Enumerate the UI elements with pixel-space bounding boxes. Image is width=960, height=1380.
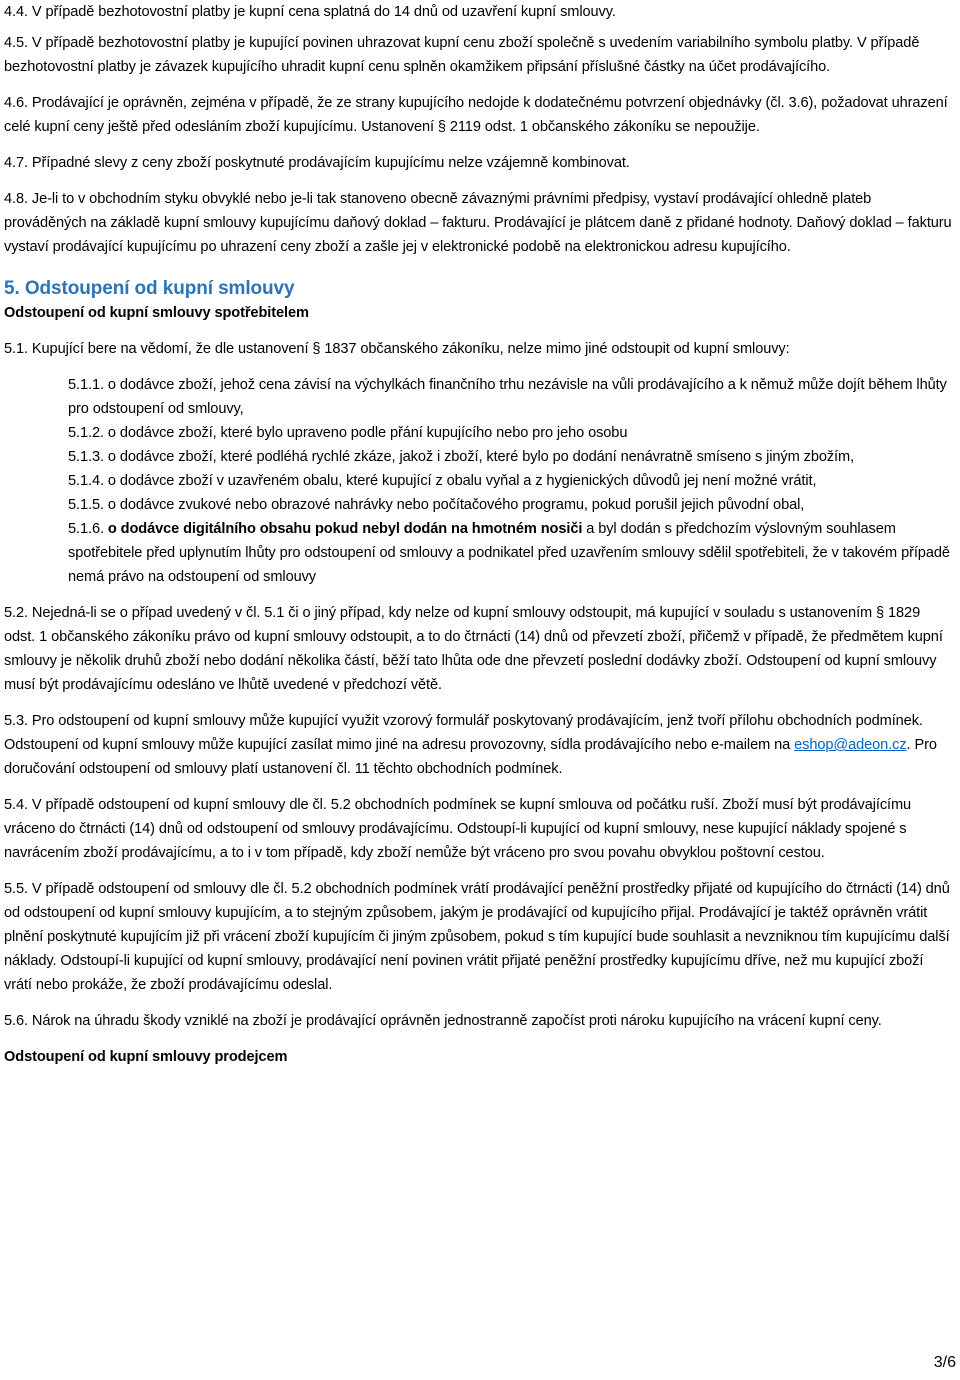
paragraph-5-2: 5.2. Nejedná-li se o případ uvedený v čl. 5.1 či o jiný případ, kdy nelze od kupní smlouvy odstoupit, má kupující v souladu s ustanovením § 1829 odst. 1 občanského zákoníku právo od kupní smlouvy odstoupit, a to do čtrnácti (14) dnů od převzetí zboží, přičemž v případě, že předmětem kupní smlouvy je několik druhů zboží nebo dodání několika částí, běží tato lhůta ode dne převzetí poslední dodávky zboží. Odstoupení od kupní smlouvy musí být prodávajícímu odesláno ve lhůtě uvedené v předchozí větě. [4,605,943,693]
paragraph-4-8: 4.8. Je-li to v obchodním styku obvyklé nebo je-li tak stanoveno obecně závaznými právními předpisy, vystaví prodávající ohledně plateb prováděných na základě kupní smlouvy kupujícímu daňový doklad – fakturu. Prodávající je plátcem daně z přidané hodnoty. Daňový doklad – fakturu vystaví prodávající kupujícímu po uhrazení ceny zboží a zašle jej v elektronické podobě na elektronickou adresu kupujícího. [4,191,952,255]
paragraph-4-5: 4.5. V případě bezhotovostní platby je kupující povinen uhrazovat kupní cenu zboží společně s uvedením variabilního symbolu platby. V případě bezhotovostní platby je závazek kupujícího uhradit kupní cenu splněn okamžikem připsání příslušné částky na účet prodávajícího. [4,35,920,75]
paragraph-4-4: 4.4. V případě bezhotovostní platby je kupní cena splatná do 14 dnů od uzavření kupní smlouvy. [4,4,616,20]
paragraph-5-4: 5.4. V případě odstoupení od kupní smlouvy dle čl. 5.2 obchodních podmínek se kupní smlouva od počátku ruší. Zboží musí být prodávajícímu vráceno do čtrnácti (14) dnů od odstoupení od smlouvy prodávajícímu. Odstoupí-li kupující od kupní smlouvy, nese kupující náklady spojené s navrácením zboží prodávajícímu, a to i v tom případě, kdy zboží nemůže být vráceno pro svou povahu obvyklou poštovní cestou. [4,797,912,861]
item-5-1-6 [68,517,954,589]
item-5-1-3: 5.1.3. o dodávce zboží, které podléhá rychlé zkáze, jakož i zboží, které bylo po dodání nenávratně smíseno s jiným zbožím, [68,449,855,465]
item-5-1-6-number: 5.1.6. [68,521,108,537]
paragraph-5-1: 5.1. Kupující bere na vědomí, že dle ustanovení § 1837 občanského zákoníku, nelze mimo jiné odstoupit od kupní smlouvy: [4,341,790,357]
paragraph-4-6: 4.6. Prodávající je oprávněn, zejména v případě, že ze strany kupujícího nedojde k dodatečnému potvrzení objednávky (čl. 3.6), požadovat uhrazení celé kupní ceny ještě před odesláním zboží kupujícímu. Ustanovení § 2119 odst. 1 občanského zákoníku se nepoužije. [4,95,948,135]
item-5-1-1: 5.1.1. o dodávce zboží, jehož cena závisí na výchylkách finančního trhu nezávisle na vůli prodávajícího a k němuž může dojít během lhůty pro odstoupení od smlouvy, [68,377,947,417]
seller-withdrawal-heading: Odstoupení od kupní smlouvy prodejcem [4,1049,288,1065]
consumer-withdrawal-heading: Odstoupení od kupní smlouvy spotřebitelem [4,305,309,321]
item-5-1-6-rest: a byl dodán s předchozím výslovným souhlasem spotřebitele před uplynutím lhůty pro odstoupení od smlouvy a podnikatel před uzavřením smlouvy sdělil spotřebiteli, že v takovém případě nemá právo na odstoupení od smlouvy [68,521,950,585]
item-5-1-4: 5.1.4. o dodávce zboží v uzavřeném obalu, které kupující z obalu vyňal a z hygienických důvodů jej není možné vrátit, [68,473,817,489]
paragraph-5-3-text-a: 5.3. Pro odstoupení od kupní smlouvy může kupující využit vzorový formulář poskytovaný prodávajícím, jenž tvoří přílohu obchodních podmínek. Odstoupení od kupní smlouvy může kupující zasílat mimo jiné na adresu provozovny, sídla prodávajícího nebo e-mailem na [4,713,923,753]
page-number: 3/6 [933,1354,956,1371]
item-5-1-5: 5.1.5. o dodávce zvukové nebo obrazové nahrávky nebo počítačového programu, pokud porušil jejich původní obal, [68,497,805,513]
paragraph-5-3 [4,709,954,781]
paragraph-4-7: 4.7. Případné slevy z ceny zboží poskytnuté prodávajícím kupujícímu nelze vzájemně kombinovat. [4,155,630,171]
section-5-heading: 5. Odstoupení od kupní smlouvy [4,278,295,299]
document-page [4,0,954,1069]
item-5-1-2: 5.1.2. o dodávce zboží, které bylo upraveno podle přání kupujícího nebo pro jeho osobu [68,425,628,441]
item-5-1-6-bold: o dodávce digitálního obsahu pokud nebyl dodán na hmotném nosiči [107,521,583,537]
email-link[interactable]: eshop@adeon.cz [794,737,907,753]
paragraph-5-3-text-b: . Pro doručování odstoupení od smlouvy platí ustanovení čl. 11 těchto obchodních podmínek. [4,737,937,777]
paragraph-5-5: 5.5. V případě odstoupení od smlouvy dle čl. 5.2 obchodních podmínek vrátí prodávající peněžní prostředky přijaté od kupujícího do čtrnácti (14) dnů od odstoupení od kupní smlouvy kupujícím, a to stejným způsobem, jakým je prodávající od kupujícího přijal. Prodávající je taktéž oprávněn vrátit plnění poskytnuté kupujícím již při vrácení zboží kupujícím či jiným způsobem, pokud s tím kupující bude souhlasit a nevzniknou tím kupujícímu další náklady. Odstoupí-li kupující od kupní smlouvy, prodávající není povinen vrátit přijaté peněžní prostředky kupujícímu dříve, než mu kupující zboží vrátí nebo prokáže, že zboží prodávajícímu odeslal. [4,881,950,993]
paragraph-5-6: 5.6. Nárok na úhradu škody vzniklé na zboží je prodávající oprávněn jednostranně započíst proti nároku kupujícího na vrácení kupní ceny. [4,1013,882,1029]
